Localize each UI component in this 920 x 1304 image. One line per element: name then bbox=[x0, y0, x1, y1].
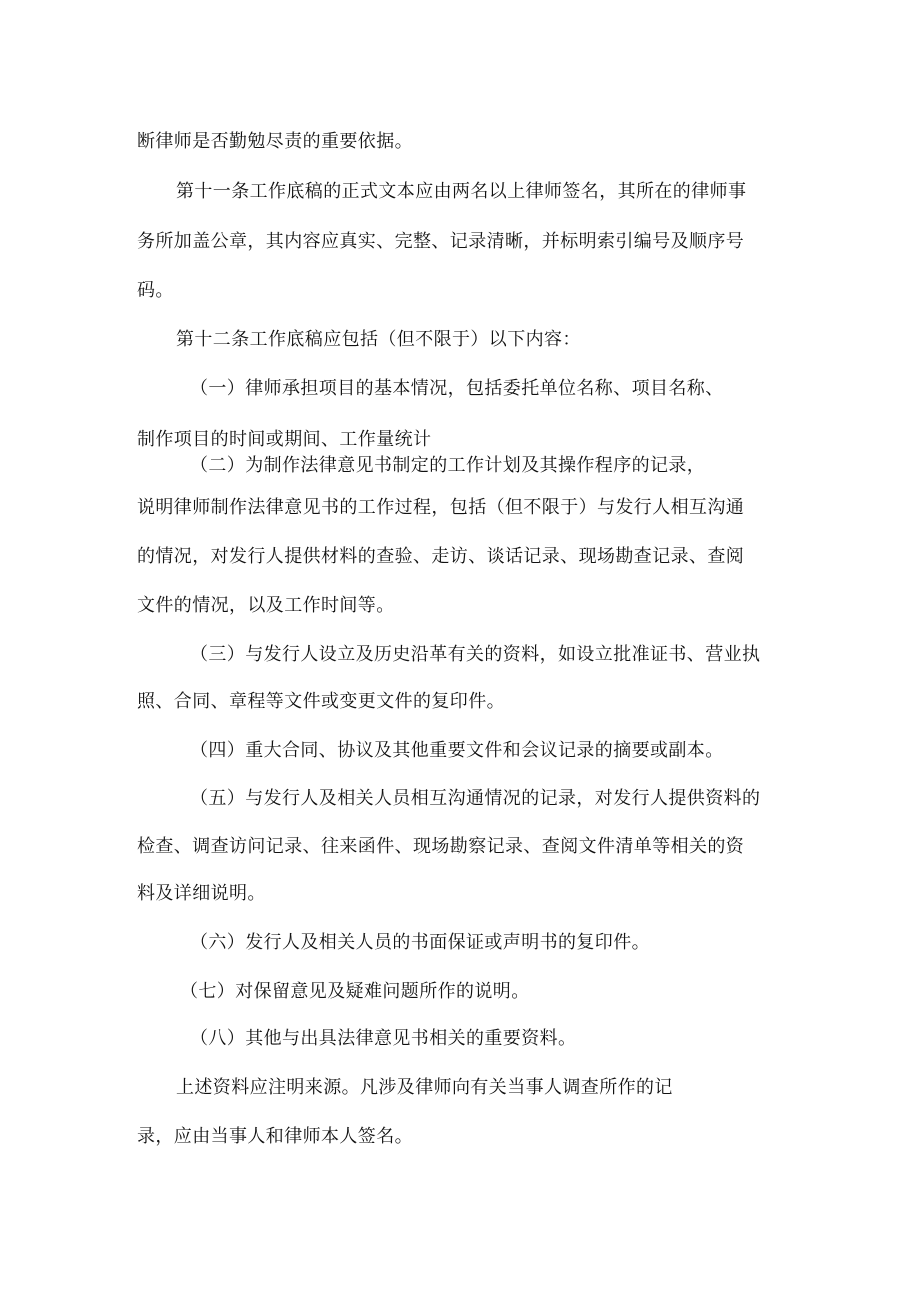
text-line: 文件的情况，以及工作时间等。 bbox=[137, 595, 395, 616]
text-line: （四）重大合同、协议及其他重要文件和会议记录的摘要或副本。 bbox=[190, 740, 724, 761]
text-line: （六）发行人及相关人员的书面保证或声明书的复印件。 bbox=[190, 932, 650, 953]
text-line: 第十一条工作底稿的正式文本应由两名以上律师签名，其所在的律师事 bbox=[176, 181, 747, 202]
text-line: 说明律师制作法律意见书的工作过程，包括（但不限于）与发行人相互沟通 bbox=[137, 497, 745, 518]
text-line: （一）律师承担项目的基本情况，包括委托单位名称、项目名称、 bbox=[190, 378, 724, 399]
text-line: 上述资料应注明来源。凡涉及律师向有关当事人调查所作的记 bbox=[176, 1077, 673, 1098]
text-line: 务所加盖公章，其内容应真实、完整、记录清晰，并标明索引编号及顺序号 bbox=[137, 231, 745, 252]
text-line: （七）对保留意见及疑难问题所作的说明。 bbox=[180, 981, 530, 1002]
text-line: 照、合同、章程等文件或变更文件的复印件。 bbox=[137, 691, 505, 712]
text-line: 录，应由当事人和律师本人签名。 bbox=[137, 1126, 413, 1147]
text-line: 制作项目的时间或期间、工作量统计 bbox=[137, 429, 432, 450]
text-line: 检查、调查访问记录、往来函件、现场勘察记录、查阅文件清单等相关的资 bbox=[137, 836, 745, 857]
text-line: 料及详细说明。 bbox=[137, 883, 266, 904]
text-line: 第十二条工作底稿应包括（但不限于）以下内容： bbox=[176, 329, 581, 350]
text-line: （八）其他与出具法律意见书相关的重要资料。 bbox=[190, 1028, 577, 1049]
text-line: （二）为制作法律意见书制定的工作计划及其操作程序的记录， bbox=[190, 455, 706, 476]
text-line: 断律师是否勤勉尽责的重要依据。 bbox=[137, 131, 413, 152]
text-line: （五）与发行人及相关人员相互沟通情况的记录，对发行人提供资料的 bbox=[190, 788, 761, 809]
text-line: 的情况，对发行人提供材料的查验、走访、谈话记录、现场勘查记录、查阅 bbox=[137, 546, 745, 567]
text-line: 码。 bbox=[137, 280, 174, 301]
text-line: （三）与发行人设立及历史沿革有关的资料，如设立批准证书、营业执 bbox=[190, 644, 761, 665]
